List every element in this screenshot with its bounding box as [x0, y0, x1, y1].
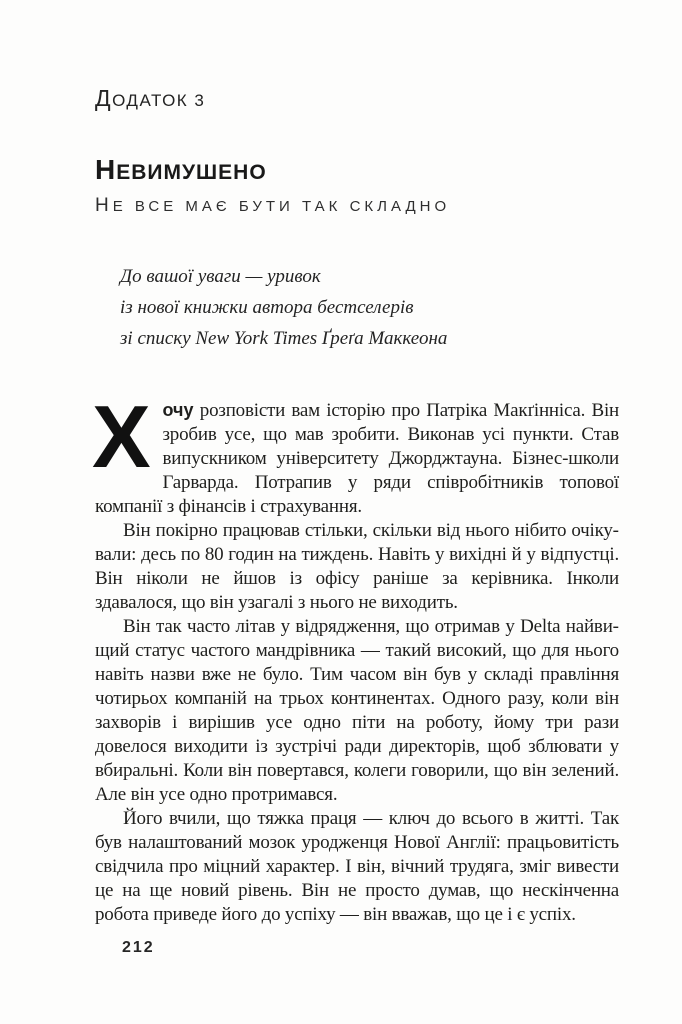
opening-paragraph: [92, 387, 619, 519]
lead-bold-word: очу: [162, 400, 194, 420]
page-number: 212: [122, 939, 155, 956]
text-block: [92, 0, 619, 927]
chapter-subtitle: НЕ ВСЕ МАЄ БУТИ ТАК СКЛАДНО: [95, 195, 451, 216]
epigraph-line: із нової книжки автора бестселерів: [120, 297, 414, 318]
paragraph-text: розповісти вам історію про Патріка Макґінніса. Він зробив усе, що мав зробити. Виконав усі пункти. Став випускником університету Джорджтауна. Бізнес-школи Гарварда. Потрапив у ряди співробітників топової компанії з фінансів і страхування.: [95, 400, 619, 517]
chapter-title: НЕВИМУШЕНО: [95, 154, 267, 185]
appendix-label: ДОДАТОК 3: [95, 85, 206, 111]
drop-cap-letter: Х: [92, 387, 151, 486]
epigraph: [120, 261, 619, 354]
epigraph-line: зі списку New York Times Ґреґа Маккеона: [120, 328, 448, 349]
paragraph: Його вчили, що тяжка праця — ключ до всього в житті. Так був налаштований мозок уродженця Нової Англії: працьовитість свідчила про міцний характер. І він, вічний трудяга, зміг вивести це на ще новий рівень. Він не просто думав, що нескінченна робота приведе його до успіху — він вважав, що це і є успіх.: [95, 808, 619, 925]
paragraph: Він так часто літав у відрядження, що отримав у Delta найвищий статус частого мандрівника — такий високий, що для нього навіть назви вже не було. Тим часом він був у складі правління чотирьох компаній на трьох континентах. Одного разу, коли він захворів і вирішив усе одно піти на роботу, йому три рази довелося виходити із зустрічі ради директорів, щоб зблювати у вбиральні. Коли він повертався, колеги говорили, що він зелений. Але він усе одно протримався.: [95, 616, 619, 805]
epigraph-line: До вашої уваги — уривок: [120, 266, 321, 287]
paragraph: Він покірно працював стільки, скільки від нього нібито очікували: десь по 80 годин на тиждень. Навіть у вихідні й у відпустці. Він ніколи не йшов із офісу раніше за керівника. Інколи здавалося, що він узагалі з нього не виходить.: [95, 520, 619, 613]
excerpt-body: [92, 387, 619, 927]
